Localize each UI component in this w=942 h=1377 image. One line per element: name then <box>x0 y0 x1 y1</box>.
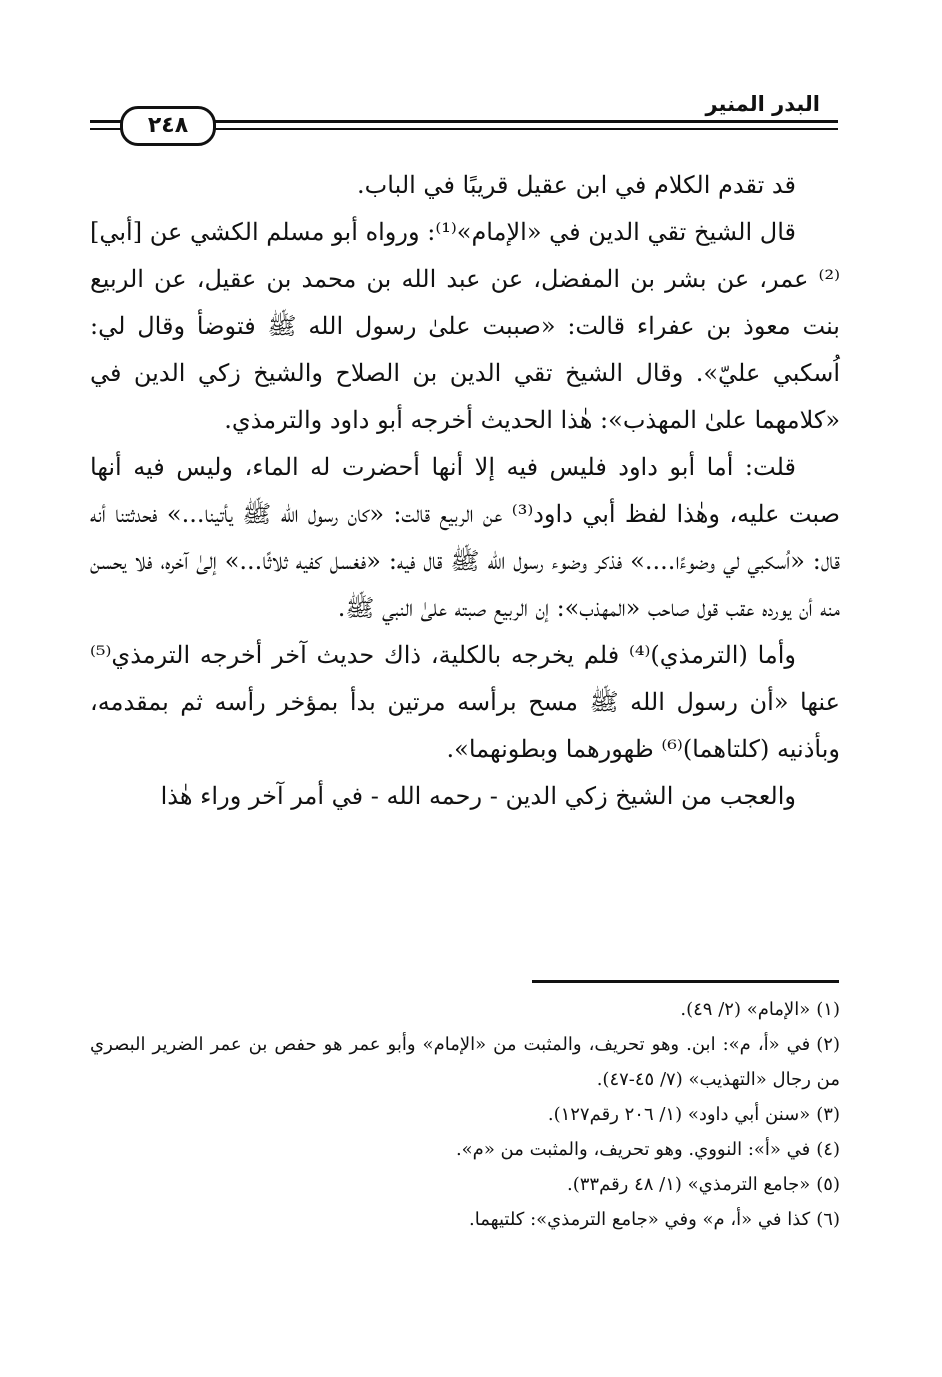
page-number: ٢٤٨ <box>120 106 216 146</box>
paragraph: قد تقدم الكلام في ابن عقيل قريبًا في الباب. <box>357 171 796 199</box>
footnote <box>90 1132 840 1167</box>
footnotes <box>90 992 840 1237</box>
running-title: البدر المنير <box>705 92 820 116</box>
footnote-number: (١) <box>816 999 840 1020</box>
footnote-text: كذا في «أ، م» وفي «جامع الترمذي»: كلتيهما. <box>469 1209 811 1230</box>
footnote-number: (٣) <box>816 1104 840 1125</box>
footnote-text: «الإمام» (٢/ ٤٩). <box>680 999 811 1020</box>
footnote-text: «سنن أبي داود» (١/ ٢٠٦ رقم١٢٧). <box>547 1104 811 1125</box>
paragraph: وأما (الترمذي)⁽⁴⁾ فلم يخرجه بالكلية، ذاك حديث آخر أخرجه الترمذي⁽⁵⁾ عنها «أن رسول الله ﷺ مسح برأسه مرتين بدأ بمؤخر رأسه ثم بمقدمه، وبأذنيه (كلتاهما)⁽⁶⁾ ظهورهما وبطونهما». <box>90 641 840 763</box>
footnote-text: في «أ»: النووي. وهو تحريف، والمثبت من «م». <box>455 1139 811 1160</box>
paragraph: قلت: أما أبو داود فليس فيه إلا أنها أحضرت له الماء، وليس فيه أنها صبت عليه، وهٰذا لفظ أبي داود⁽³⁾ عن الربيع قالت: «كان رسول الله ﷺ يأتينا...» فحدثتنا أنه قال: «اُسكبي لي وضوءًا....» فذكر وضوء رسول الله ﷺ قال فيه: «فغسل كفيه ثلاثًا...» إلىٰ آخره، فلا يحسن منه أن يورده عقب قول صاحب «المهذب»: إن الربيع صبته علىٰ النبي ﷺ. <box>90 453 841 622</box>
footnote-text: في «أ، م»: ابن. وهو تحريف، والمثبت من «الإمام» وأبو عمر هو حفص بن عمر الضرير البصري من رجال «التهذيب» (٧/ ٤٥-٤٧). <box>90 1034 840 1090</box>
footnote-number: (٤) <box>816 1139 840 1160</box>
main-text <box>90 162 840 820</box>
footnote-number: (٥) <box>816 1174 840 1195</box>
footnote-divider <box>532 980 839 983</box>
footnote-text: «جامع الترمذي» (١/ ٤٨ رقم٣٣). <box>567 1174 811 1195</box>
paragraph: والعجب من الشيخ زكي الدين - رحمه الله - في أمر آخر وراء هٰذا <box>160 782 796 810</box>
paragraph: قال الشيخ تقي الدين في «الإمام»⁽¹⁾: ورواه أبو مسلم الكشي عن [أبي]⁽²⁾ عمر، عن بشر بن المفضل، عن عبد الله بن محمد بن عقيل، عن الربيع بنت معوذ بن عفراء قالت: «صببت علىٰ رسول الله ﷺ فتوضأ وقال لي: اُسكبي عليّ». وقال الشيخ تقي الدين بن الصلاح والشيخ زكي الدين في «كلامهما علىٰ المهذب»: هٰذا الحديث أخرجه أبو داود والترمذي. <box>90 218 841 434</box>
footnote-number: (٦) <box>816 1209 840 1230</box>
footnote <box>90 1097 840 1132</box>
footnote <box>90 1202 840 1237</box>
footnote <box>90 992 840 1027</box>
footnote-number: (٢) <box>816 1034 840 1055</box>
footnote <box>90 1027 840 1097</box>
footnote <box>90 1167 840 1202</box>
page-header <box>90 90 838 150</box>
